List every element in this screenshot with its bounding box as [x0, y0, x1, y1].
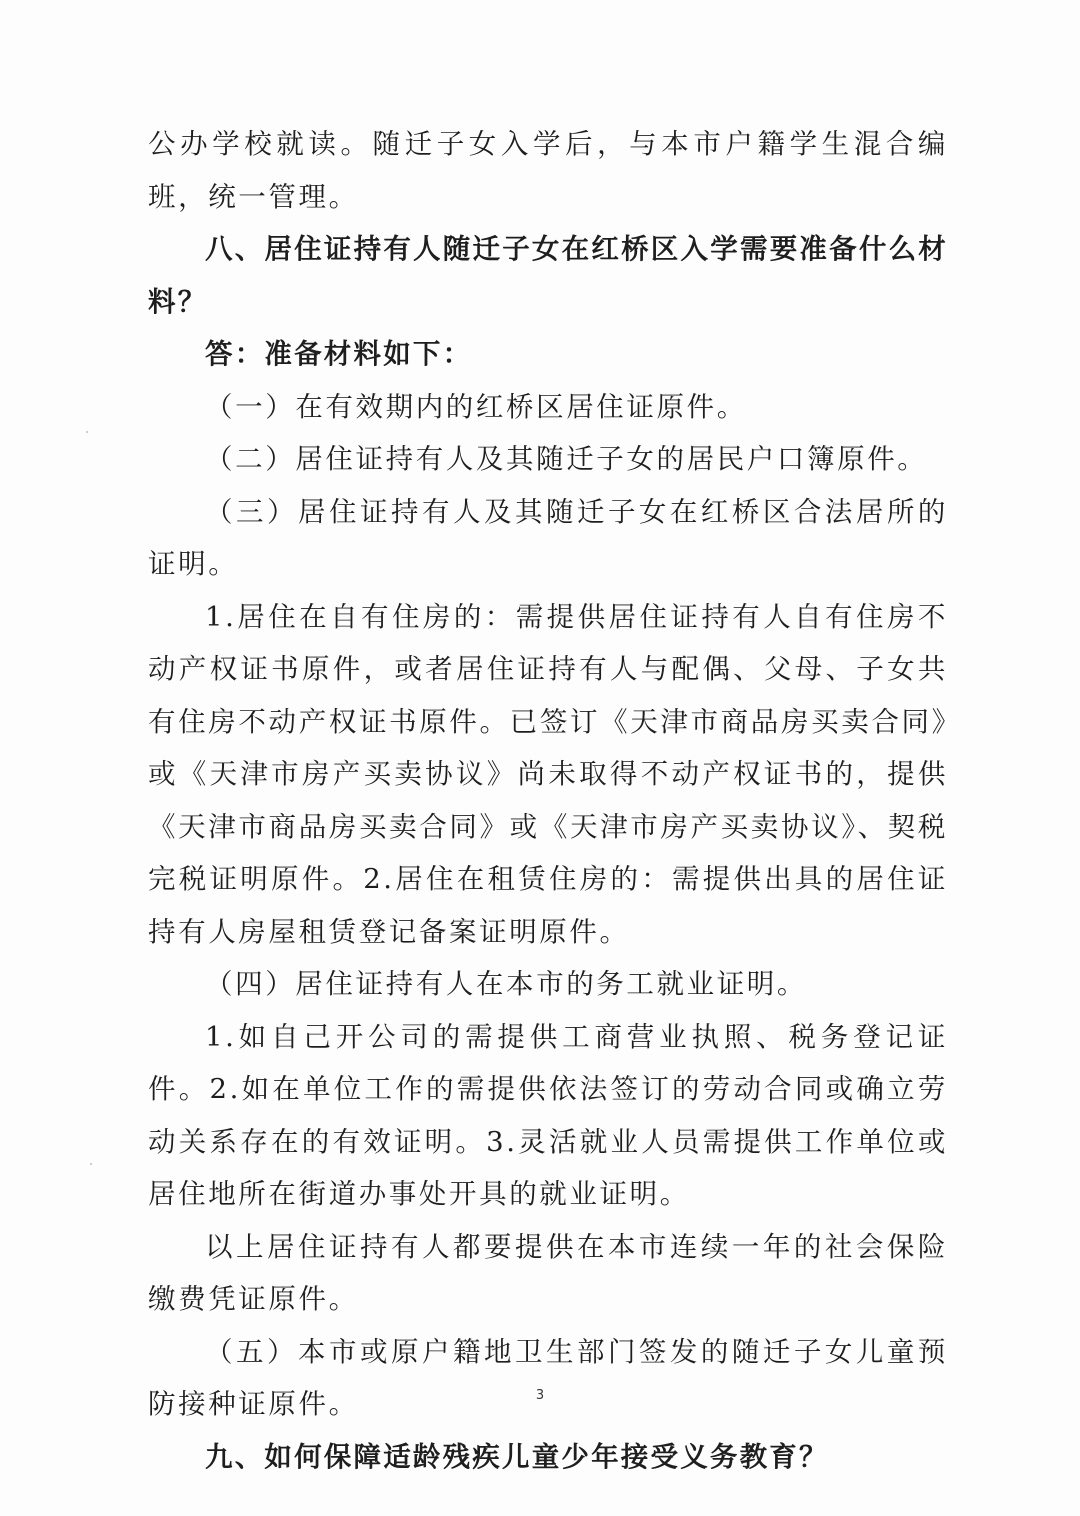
social-insurance-note: 以上居住证持有人都要提供在本市连续一年的社会保险缴费凭证原件。 [148, 1230, 948, 1315]
item-three-details: 1.居住在自有住房的：需提供居住证持有人自有住房不动产权证书原件，或者居住证持有人与配偶、父母、子女共有住房不动产权证书原件。已签订《天津市商品房买卖合同》或《天津市房产买卖协议》尚未取得不动产权证书的，提供《天津市商品房买卖合同》或《天津市房产买卖协议》、契税完税证明原件。2.居住在租赁住房的：需提供出具的居住证持有人房屋租赁登记备案证明原件。 [148, 600, 948, 948]
section-heading-nine: 九、如何保障适龄残疾儿童少年接受义务教育？ [205, 1440, 829, 1473]
item-four: （四）居住证持有人在本市的务工就业证明。 [205, 968, 807, 1000]
item-five: （五）本市或原户籍地卫生部门签发的随迁子女儿童预防接种证原件。 [148, 1335, 948, 1420]
scan-speck [86, 431, 88, 433]
item-four-details: 1.如自己开公司的需提供工商营业执照、税务登记证件。2.如在单位工作的需提供依法签订的劳动合同或确立劳动关系存在的有效证明。3.灵活就业人员需提供工作单位或居住地所在街道办事处开具的就业证明。 [148, 1020, 948, 1210]
section-heading-eight: 八、居住证持有人随迁子女在红桥区入学需要准备什么材料？ [148, 233, 948, 318]
item-one: （一）在有效期内的红桥区居住证原件。 [205, 390, 747, 423]
item-three: （三）居住证持有人及其随迁子女在红桥区合法居所的证明。 [148, 495, 948, 580]
item-two: （二）居住证持有人及其随迁子女的居民户口簿原件。 [205, 443, 928, 475]
scan-speck [90, 1163, 92, 1165]
document-body [148, 118, 948, 1483]
page-number: 3 [535, 1388, 545, 1403]
answer-intro: 答：准备材料如下： [205, 338, 473, 370]
paragraph-continuation: 公办学校就读。随迁子女入学后，与本市户籍学生混合编班，统一管理。 [148, 128, 948, 213]
